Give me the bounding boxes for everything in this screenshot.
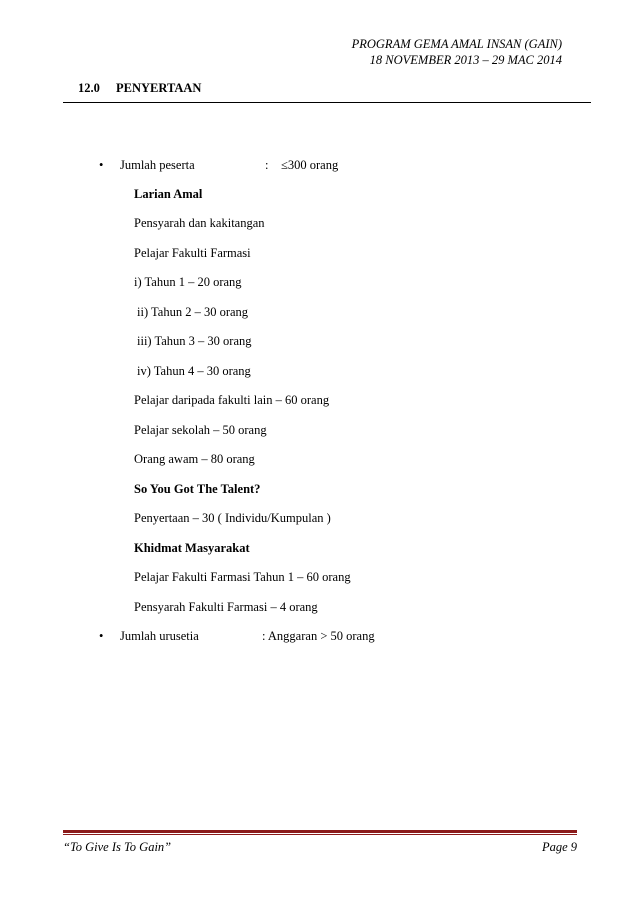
list-item: Pelajar Fakulti Farmasi Tahun 1 – 60 orang [134, 570, 351, 584]
subheading-talent: So You Got The Talent? [134, 482, 261, 496]
secretariat-value: : Anggaran > 50 orang [262, 629, 375, 643]
list-item: Pelajar Fakulti Farmasi [134, 246, 251, 260]
participants-colon: : [265, 158, 269, 172]
list-item: Pensyarah dan kakitangan [134, 216, 265, 230]
list-item: Pensyarah Fakulti Farmasi – 4 orang [134, 600, 318, 614]
list-item: iv) Tahun 4 – 30 orang [137, 364, 251, 378]
subheading-khidmat: Khidmat Masyarakat [134, 541, 250, 555]
footer-divider-thin [63, 834, 577, 835]
list-item: Pelajar sekolah – 50 orang [134, 423, 267, 437]
subheading-larian-amal: Larian Amal [134, 187, 203, 201]
list-item: i) Tahun 1 – 20 orang [134, 275, 242, 289]
section-number: 12.0 [78, 81, 100, 95]
participants-label: Jumlah peserta [120, 158, 195, 172]
header-program-title: PROGRAM GEMA AMAL INSAN (GAIN) [351, 37, 562, 51]
page-number: Page 9 [541, 840, 577, 854]
header-date-range: 18 NOVEMBER 2013 – 29 MAC 2014 [369, 53, 562, 67]
bullet-icon: • [99, 629, 104, 643]
participants-value: ≤300 orang [281, 158, 339, 172]
bullet-icon: • [99, 158, 104, 172]
footer-motto: “To Give Is To Gain” [63, 840, 172, 854]
list-item: Orang awam – 80 orang [134, 452, 255, 466]
list-item: Penyertaan – 30 ( Individu/Kumpulan ) [134, 511, 331, 525]
footer-divider-thick [63, 830, 577, 833]
list-item: iii) Tahun 3 – 30 orang [137, 334, 252, 348]
section-title: PENYERTAAN [116, 81, 202, 95]
list-item: Pelajar daripada fakulti lain – 60 orang [134, 393, 330, 407]
secretariat-label: Jumlah urusetia [120, 629, 199, 643]
list-item: ii) Tahun 2 – 30 orang [137, 305, 249, 319]
